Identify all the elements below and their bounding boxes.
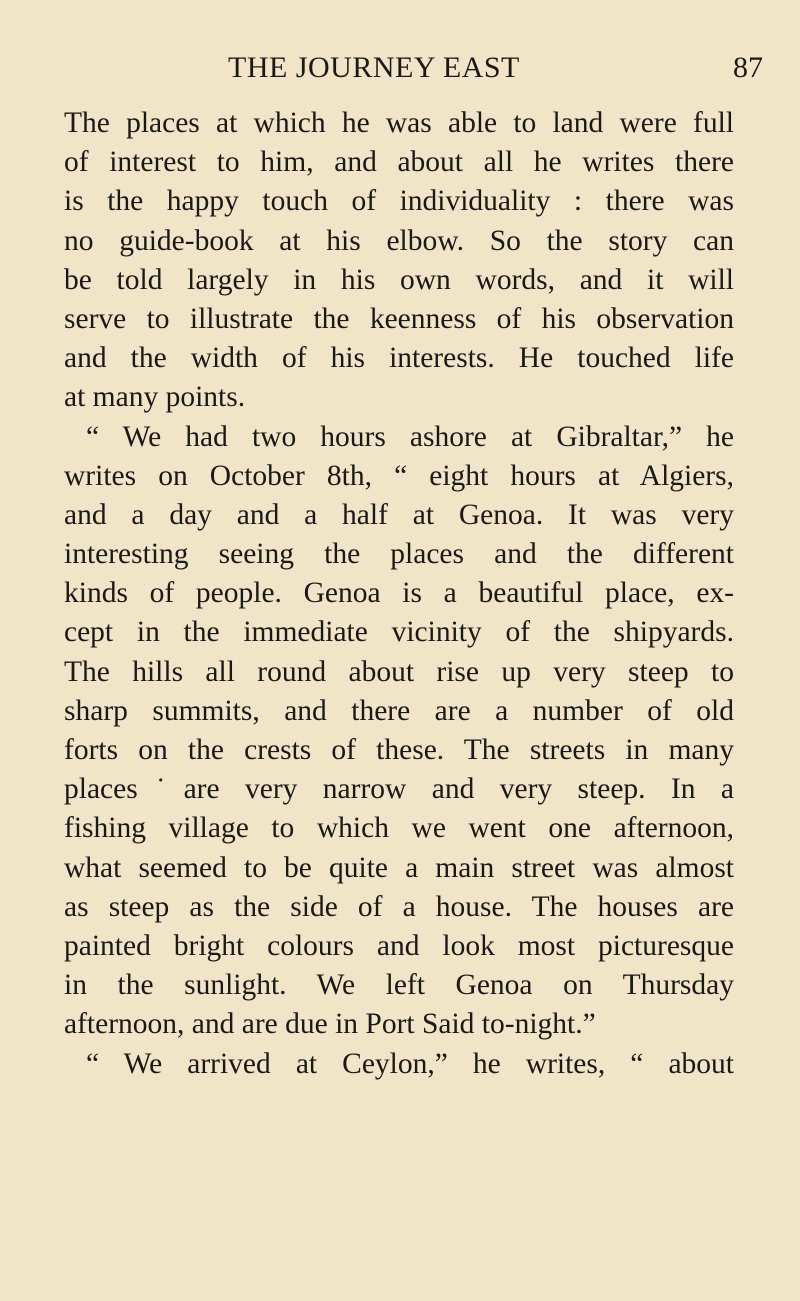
- text-line: is the happy touch of individuality : there was: [64, 185, 734, 218]
- text-line: cept in the immediate vicinity of the shipyards.: [64, 616, 734, 649]
- text-line: no guide-book at his elbow. So the story can: [64, 224, 734, 257]
- text-line: interesting seeing the places and the different: [64, 538, 734, 571]
- text-line: afternoon, and are due in Port Said to-night.”: [64, 1008, 596, 1041]
- text-line: painted bright colours and look most picturesque: [64, 929, 734, 962]
- page-number: 87: [733, 51, 763, 84]
- text-line: places˙are very narrow and very steep. In a: [64, 773, 734, 806]
- body-text: [64, 104, 734, 1084]
- text-line: kinds of people. Genoa is a beautiful place, ex-: [64, 577, 734, 610]
- text-line: The hills all round about rise up very steep to: [64, 655, 734, 688]
- text-line: sharp summits, and there are a number of old: [64, 694, 734, 727]
- text-line: in the sunlight. We left Genoa on Thursday: [64, 969, 734, 1002]
- text-line: forts on the crests of these. The streets in many: [64, 734, 734, 766]
- text-line: what seemed to be quite a main street was almost: [64, 851, 734, 884]
- text-line: and a day and a half at Genoa. It was very: [64, 498, 734, 531]
- running-head: [0, 48, 800, 88]
- running-title: THE JOURNEY EAST: [228, 51, 520, 84]
- text-line: at many points.: [64, 381, 246, 414]
- text-line: writes on October 8th, “ eight hours at Algiers,: [64, 459, 734, 492]
- text-line: as steep as the side of a house. The houses are: [64, 890, 734, 923]
- text-line: serve to illustrate the keenness of his observation: [64, 302, 734, 335]
- text-line: The places at which he was able to land were full: [64, 107, 734, 139]
- text-line: be told largely in his own words, and it will: [64, 263, 734, 296]
- text-line: of interest to him, and about all he writes there: [64, 146, 734, 179]
- text-line: and the width of his interests. He touched life: [64, 342, 734, 375]
- text-line: fishing village to which we went one afternoon,: [64, 812, 734, 845]
- text-line: “ We arrived at Ceylon,” he writes, “ about: [86, 1047, 734, 1080]
- text-line: “ We had two hours ashore at Gibraltar,” he: [86, 420, 734, 453]
